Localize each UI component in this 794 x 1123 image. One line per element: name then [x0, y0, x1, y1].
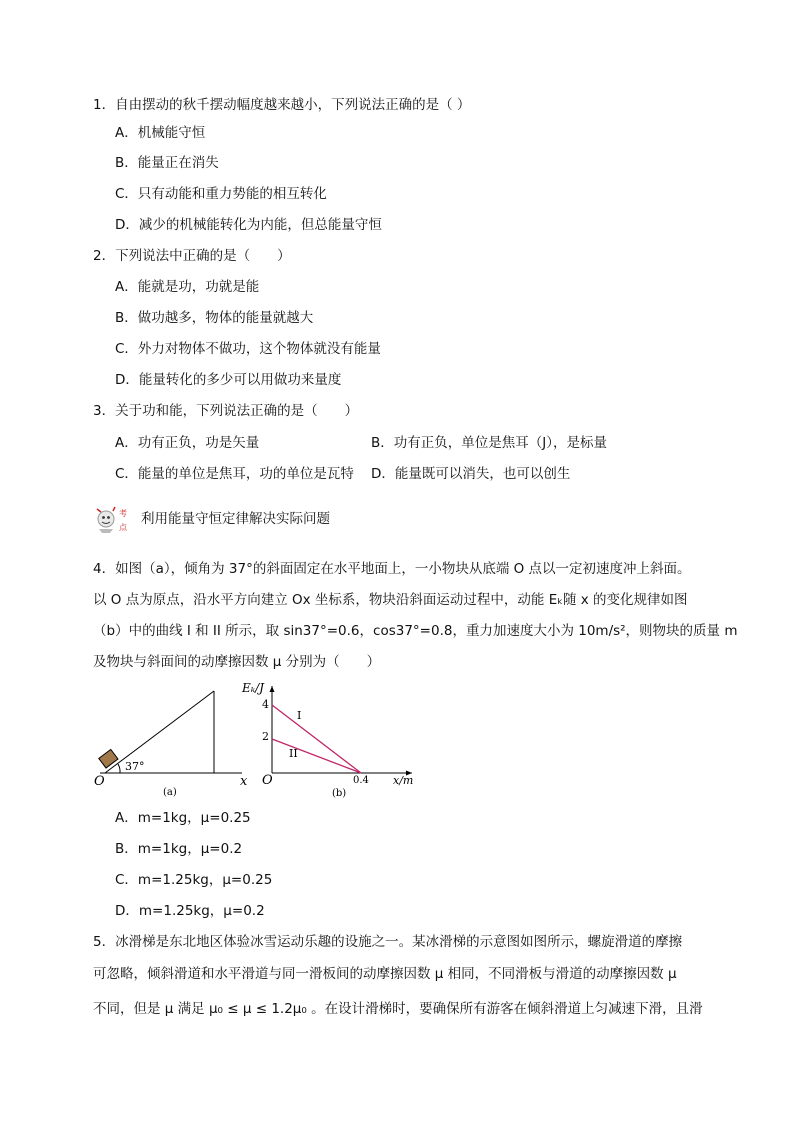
- q1-stem: 1．自由摆动的秋千摆动幅度越来越小，下列说法正确的是（ ）: [93, 97, 471, 113]
- figure-b-origin-label: O: [262, 773, 273, 788]
- q2-stem: 2．下列说法中正确的是（ ）: [93, 248, 291, 264]
- figure-b-series-II-line: [272, 739, 361, 773]
- q2-option-c: C．外力对物体不做功，这个物体就没有能量: [115, 341, 381, 357]
- q4-line-3: （b）中的曲线 I 和 II 所示，取 sin37°=0.6，cos37°=0.8，重力加速度大小为 10m/s²，则物块的质量 m: [93, 623, 738, 639]
- figure-a-origin-label: O: [94, 774, 105, 789]
- q3-option-d: D．能量既可以消失，也可以创生: [371, 466, 571, 482]
- q3-option-b: B．功有正负，单位是焦耳（J），是标量: [371, 435, 607, 451]
- topic-label: 利用能量守恒定律解决实际问题: [141, 511, 330, 527]
- figure-a-incline: [92, 684, 252, 799]
- figure-b-tick-x: 0.4: [353, 775, 369, 786]
- q2-option-a: A．能就是功，功就是能: [115, 279, 260, 295]
- q1-option-d: D．减少的机械能转化为内能，但总能量守恒: [115, 217, 382, 233]
- q1-option-c: C．只有动能和重力势能的相互转化: [115, 186, 327, 202]
- q4-line-1: 4．如图（a），倾角为 37°的斜面固定在水平地面上，一小物块从底端 O 点以一定初速度冲上斜面。: [93, 561, 691, 577]
- figure-a-caption: (a): [163, 787, 177, 798]
- q4-line-2: 以 O 点为原点，沿水平方向建立 Ox 坐标系，物块沿斜面运动过程中，动能 Eₖ随 x 的变化规律如图: [93, 592, 688, 608]
- q2-option-d: D．能量转化的多少可以用做功来量度: [115, 372, 342, 388]
- q5-line-3: 不同，但是 μ 满足 μ₀ ≤ μ ≤ 1.2μ₀ 。在设计滑梯时，要确保所有游客在倾斜滑道上匀减速下滑，且滑: [93, 1001, 703, 1017]
- q4-option-a: A．m=1kg，μ=0.25: [115, 810, 251, 826]
- figure-b-curve-II-label: II: [289, 747, 298, 760]
- figure-a-axis-label: x: [240, 774, 248, 789]
- figure-b-caption: (b): [332, 788, 347, 799]
- figure-a-incline-surface: [105, 691, 214, 773]
- q1-option-b: B．能量正在消失: [115, 155, 219, 171]
- figure-b-series-I-line: [272, 705, 361, 773]
- q4-option-c: C．m=1.25kg，μ=0.25: [115, 872, 273, 888]
- figure-b-chart: [238, 676, 418, 800]
- figure-b-y-label: Eₖ/J: [242, 681, 264, 695]
- figure-b-tick-y-top: 4: [262, 698, 269, 711]
- figure-b-x-label: x/m: [393, 774, 414, 787]
- q3-option-a: A．功有正负，功是矢量: [115, 435, 260, 451]
- figure-a-angle-arc: [118, 764, 120, 773]
- figure-b-y-arrow: [270, 686, 275, 692]
- figure-b-curve-I-label: I: [297, 709, 302, 722]
- q5-line-2: 可忽略，倾斜滑道和水平滑道与同一滑板间的动摩擦因数 μ 相同，不同滑板与滑道的动摩擦因数 μ: [93, 966, 677, 982]
- topic-badge-top: 考: [119, 509, 127, 518]
- topic-badge-icon: [93, 503, 135, 535]
- figure-a-angle-label: 37°: [125, 760, 145, 773]
- topic-badge-bottom: 点: [119, 523, 127, 532]
- figure-b-tick-y-mid: 2: [262, 730, 269, 743]
- q3-stem: 3．关于功和能，下列说法正确的是（ ）: [93, 403, 359, 419]
- q1-option-a: A．机械能守恒: [115, 125, 206, 141]
- q4-line-4: 及物块与斜面间的动摩擦因数 μ 分别为（ ）: [93, 654, 381, 670]
- q3-option-c: C．能量的单位是焦耳，功的单位是瓦特: [115, 466, 354, 482]
- q2-option-b: B．做功越多，物体的能量就越大: [115, 310, 314, 326]
- q5-line-1: 5．冰滑梯是东北地区体验冰雪运动乐趣的设施之一。某冰滑梯的示意图如图所示，螺旋滑道的摩擦: [93, 934, 683, 950]
- topic-heading: [93, 503, 330, 535]
- q4-option-d: D．m=1.25kg，μ=0.2: [115, 903, 265, 919]
- q4-option-b: B．m=1kg，μ=0.2: [115, 841, 243, 857]
